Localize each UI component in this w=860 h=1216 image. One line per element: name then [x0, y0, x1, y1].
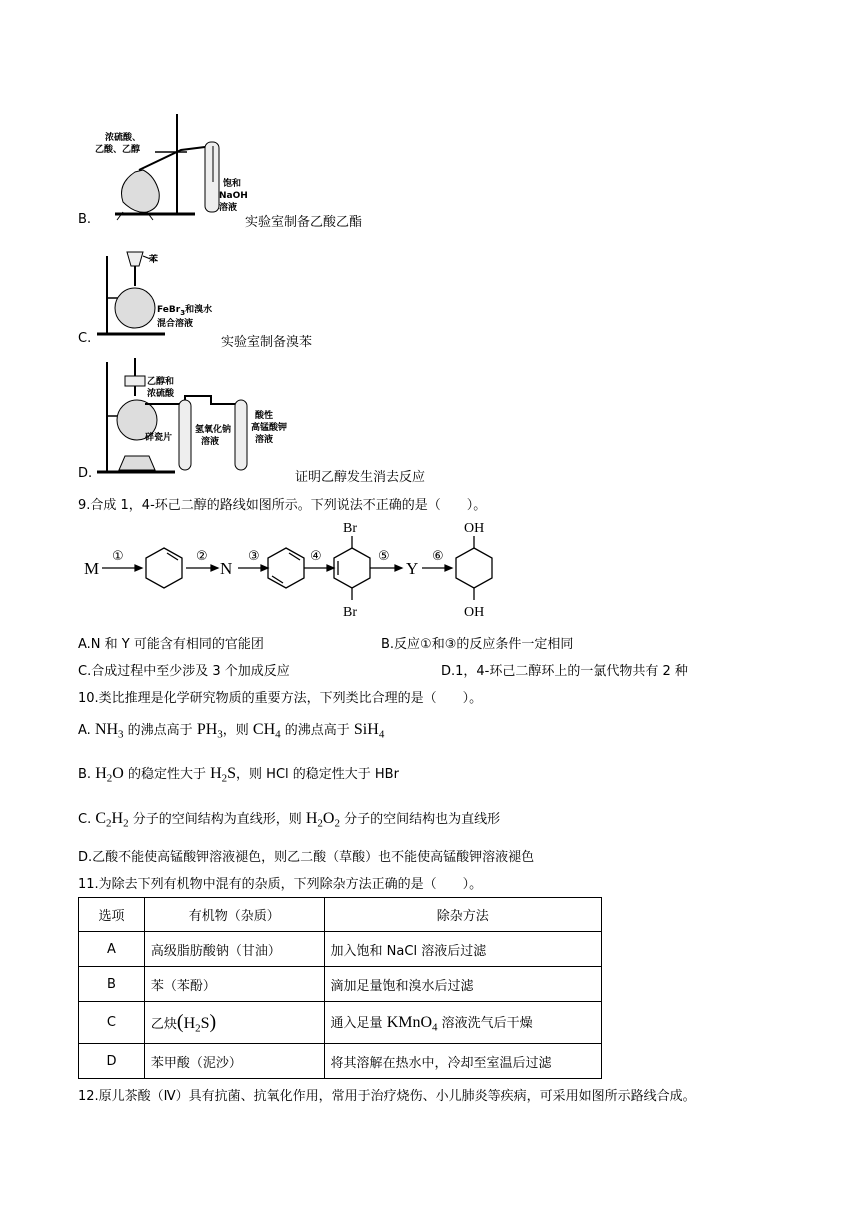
cell-option: A — [79, 932, 145, 967]
table-row — [79, 1044, 602, 1079]
br-bottom: Br — [343, 605, 357, 620]
label-naoh-solution: 氢氧化钠 — [195, 425, 232, 435]
route-n: N — [220, 559, 233, 578]
label-porcelain: 碎瓷片 — [145, 433, 173, 443]
oh-bottom: OH — [464, 605, 485, 620]
label-conc-acid: 浓硫酸 — [147, 389, 175, 399]
step-3: ③ — [248, 549, 260, 564]
q9-stem: 9.合成 1，4-环己二醇的路线如图所示。下列说法不正确的是（ ）。 — [78, 498, 487, 513]
q12-stem: 12.原儿茶酸（Ⅳ）具有抗菌、抗氧化作用，常用于治疗烧伤、小儿肺炎等疾病，可采用如图所示路线合成。 — [78, 1089, 696, 1104]
cell-substance: 苯甲酸（泥沙） — [144, 1044, 324, 1079]
label-ethanol: 乙醇和 — [147, 377, 175, 387]
step-1: ① — [112, 549, 124, 564]
header-substance: 有机物（杂质） — [144, 898, 324, 932]
label-naoh: NaOH — [219, 191, 248, 201]
header-method: 除杂方法 — [324, 898, 601, 932]
label-acidic: 酸性 — [255, 411, 274, 421]
table-header-row — [79, 898, 602, 932]
label-saturated: 饱和 — [223, 179, 242, 189]
option-b-letter: B. — [78, 212, 92, 227]
label-febr: FeBr$_3$和溴水 — [157, 305, 213, 317]
option-b-caption: 实验室制备乙酸乙酯 — [245, 215, 363, 230]
q10-option-c: C. $C_2H_2$ 分子的空间结构为直线形，则 $H_2O_2$ 分子的空间结构也为直线形 — [78, 810, 501, 830]
q9-option-d: D.1，4-环己二醇环上的一氯代物共有 2 种 — [441, 664, 688, 679]
step-5: ⑤ — [378, 549, 390, 564]
header-option: 选项 — [79, 898, 145, 932]
synthesis-route-diagram — [80, 518, 510, 623]
label-reagents: 乙酸、乙醇 — [95, 145, 141, 155]
oh-top: OH — [464, 521, 485, 536]
option-d-caption: 证明乙醇发生消去反应 — [295, 470, 426, 485]
option-c-letter: C. — [78, 331, 92, 346]
q10-option-d: D.乙酸不能使高锰酸钾溶液褪色，则乙二酸（草酸）也不能使高锰酸钾溶液褪色 — [78, 850, 535, 865]
cell-substance: 高级脂肪酸钠（甘油） — [144, 932, 324, 967]
cell-substance: 苯（苯酚） — [144, 967, 324, 1002]
bromobenzene-apparatus-figure — [95, 246, 235, 341]
table-row — [79, 932, 602, 967]
q10-option-a: A. $NH_3$ 的沸点高于 $PH_3$，则 $CH_4$ 的沸点高于 SiH$_4$ — [78, 721, 385, 741]
cell-substance: 乙炔$(H_2S)$ — [144, 1002, 324, 1044]
option-c-caption: 实验室制备溴苯 — [221, 335, 313, 350]
option-d-letter: D. — [78, 466, 93, 481]
step-4: ④ — [310, 549, 322, 564]
label-solution: 溶液 — [219, 203, 238, 213]
table-row — [79, 967, 602, 1002]
br-top: Br — [343, 521, 357, 536]
q10-option-b: B. $H_2O$ 的稳定性大于 $H_2S$，则 HCl 的稳定性大于 HBr — [78, 765, 399, 785]
label-solution-2: 溶液 — [255, 435, 274, 445]
cell-method: 滴加足量饱和溴水后过滤 — [324, 967, 601, 1002]
label-mixed-solution: 混合溶液 — [157, 319, 194, 329]
route-m: M — [84, 559, 100, 578]
cell-method: 通入足量 KMnO$_4$ 溶液洗气后干燥 — [324, 1002, 601, 1044]
q9-option-a: A.N 和 Y 可能含有相同的官能团 — [78, 637, 264, 652]
label-kmno4: 高锰酸钾 — [251, 423, 288, 433]
route-y: Y — [406, 559, 419, 578]
step-2: ② — [196, 549, 208, 564]
step-6: ⑥ — [432, 549, 444, 564]
label-benzene: 苯 — [149, 255, 159, 265]
cell-method: 加入饱和 NaCl 溶液后过滤 — [324, 932, 601, 967]
purification-table — [78, 897, 602, 1079]
q11-stem: 11.为除去下列有机物中混有的杂质，下列除杂方法正确的是（ ）。 — [78, 877, 483, 892]
q9-option-c: C.合成过程中至少涉及 3 个加成反应 — [78, 664, 290, 679]
q9-option-b: B.反应①和③的反应条件一定相同 — [381, 637, 574, 652]
label-acid: 浓硫酸、 — [105, 133, 142, 143]
label-solution-1: 溶液 — [201, 437, 220, 447]
cell-option: D — [79, 1044, 145, 1079]
cell-method: 将其溶解在热水中，冷却至室温后过滤 — [324, 1044, 601, 1079]
table-row — [79, 1002, 602, 1044]
cell-option: C — [79, 1002, 145, 1044]
q10-stem: 10.类比推理是化学研究物质的重要方法，下列类比合理的是（ ）。 — [78, 691, 483, 706]
elimination-apparatus-figure — [95, 356, 295, 478]
cell-option: B — [79, 967, 145, 1002]
esterification-apparatus-figure — [95, 112, 248, 222]
